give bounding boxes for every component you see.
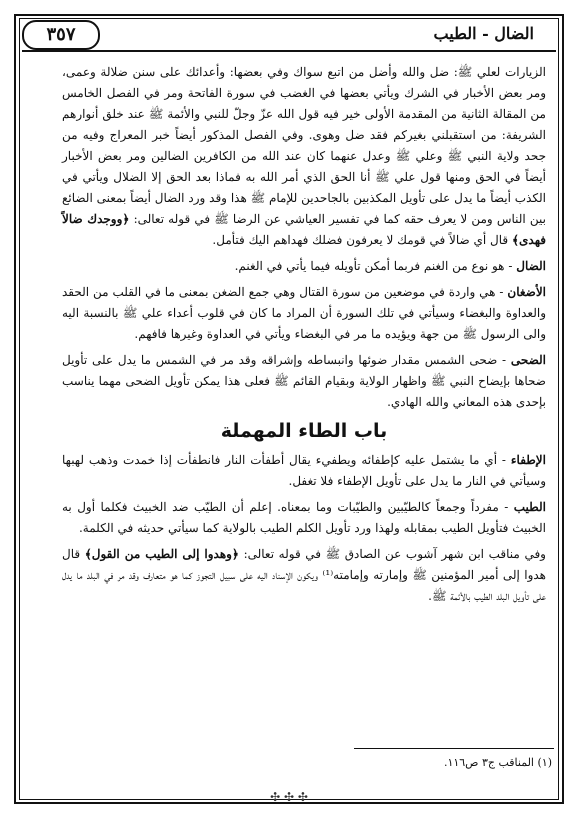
entry-adghan	[62, 282, 546, 345]
entry-term: الأضغان	[507, 285, 546, 299]
entry-definition: - هو نوع من الغنم فربما أمكن تأويله فيما يأتي في الغنم.	[234, 259, 513, 273]
entry-tayyib	[62, 497, 546, 539]
entry-term: الضال	[516, 259, 546, 273]
page-number: ٣٥٧	[22, 20, 100, 50]
entry-duha	[62, 350, 546, 413]
footnote: (١) المناقب ج٣ ص١١٦.	[443, 756, 552, 769]
paragraph-ziyarat	[62, 62, 546, 251]
paragraph-manaqib	[62, 544, 546, 607]
entry-definition: - ضحى الشمس مقدار ضوئها وانبساطه وإشراقه وقد مر في الشمس ما يدل على تأويل ضحاها بإيضاح النبي ﷺ واظهار الولاية وبقيام القائم ﷺ فعلى هذا يمكن تأويل الضحى مهما يناسب بإحدى هذه المعاني والله الهادي.	[62, 353, 546, 409]
entry-itfa	[62, 450, 546, 492]
paragraph-text: الزيارات لعلي ﷺ: ضل والله وأضل من اتبع سواك وفي بعضها: وأعدائك على سنن ضلالة وعمى، ومر بعض الأخبار في الشرك ويأتي بعضها في الغضب في سورة الفاتحة ومر في الفصل الخامس من المقالة الثانية من المقدمة الأولى خير فيه قول الله عزّ وجلّ للنبي والأئمة ﷺ عند خلق أنوارهم الشريفة: من استقبلني بغيركم فقد ضل وهوى. وفي الفصل المذكور أيضاً خبر المعراج وفيه من جحد ولاية النبي ﷺ وعلي ﷺ وعدل عنهما كان عند الله من الكافرين الضالين ومر بعض الأخبار أيضاً في الحق ومنها قول علي ﷺ أنا الحق الذي أمر الله به فماذا بعد الحق إلا الضلال ويأتي في الكذب أيضاً ما يدل على تأويل المكذبين بالجاحدين للإمام ﷺ هذا وقد ورد الضال أيضاً بمعنى الضائع بين الناس ومن لا يعرف حقه كما في تفسير العياشي عن الرضا ﷺ في قوله تعالى:	[62, 65, 546, 226]
section-title: باب الطاء المهملة	[220, 420, 388, 442]
paragraph-text: وفي مناقب ابن شهر آشوب عن الصادق ﷺ في قوله تعالى:	[243, 547, 546, 561]
quran-verse: ﴿وهدوا إلى الطيب من القول﴾	[84, 547, 239, 561]
entry-term: الطيب	[513, 500, 546, 514]
entry-dall	[62, 256, 546, 277]
paragraph-text: قال أي ضالاً في قومك لا يعرفون فضلك فهداهم اليك فتأمل.	[212, 233, 509, 247]
quran-verse: ﴿ووجدك ضالاً فهدى﴾	[62, 212, 546, 247]
page-body	[62, 62, 546, 612]
entry-definition: - هي واردة في موضعين من سورة القتال وهي جمع الضغن بمعنى ما في القلب من الحقد والعداوة والبغضاء وسيأتي في تلك السورة أن المراد ما كان في قلوب أعداء علي ﷺ بالنسبة اليه والى الرسول ﷺ من جهة ويؤيده ما مر في البغضاء ويأتي في العداوة وغيرها فافهم.	[62, 285, 546, 341]
entry-term: الضحى	[510, 353, 546, 367]
entry-definition: - أي ما يشتمل عليه كإطفائه ويطفيء يقال أطفأت النار فانطفأت إذا خمدت وذهب لهبها وسيأتي في النار ما يدل على تأويل الإطفاء فلا تغفل.	[62, 453, 546, 488]
running-title: الضال - الطيب	[433, 24, 534, 43]
ornament-icon: ✣ ✣ ✣	[270, 790, 308, 804]
footnote-divider	[354, 748, 554, 749]
paragraph-text: قال هدوا إلى أمير المؤمنين ﷺ وإمارته وإمامته⁽¹⁾ ويكون الإسناد اليه على سبيل التجوز كما هو متعارف وقد مر في البلد ما يدل على تأويل البلد الطيب بالأئمة ﷺ.	[62, 547, 547, 603]
entry-term: الإطفاء	[510, 453, 546, 467]
entry-definition: - مفرداً وجمعاً كالطيّبين والطيّبات وما بمعناه. إعلم أن الطيّب ضد الخبيث فكلما أول به الخبيث فتأويل الطيب بمقابله ولهذا ورد تأويل الكلم الطيب بالولاية كما سيأتي حديثه في الكلمة.	[62, 500, 546, 535]
page-header	[22, 20, 556, 52]
